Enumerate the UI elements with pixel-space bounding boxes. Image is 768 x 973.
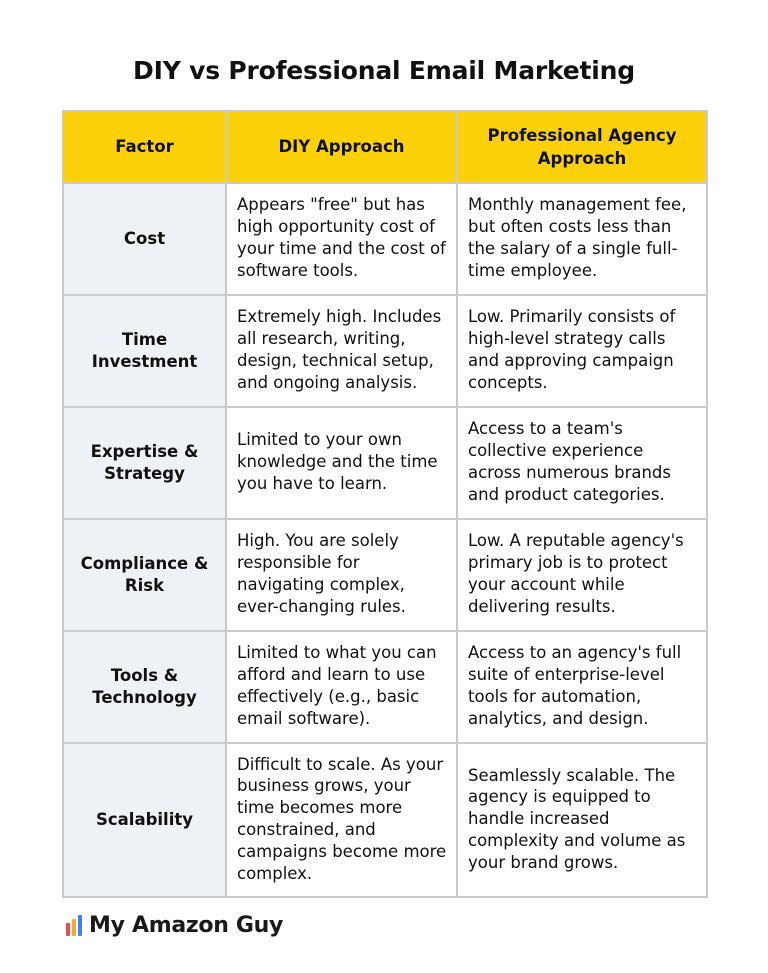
factor-cell: Cost	[63, 183, 226, 295]
diy-cell: Appears "free" but has high opportunity cost of your time and the cost of software tools.	[226, 183, 457, 295]
factor-cell: Compliance & Risk	[63, 519, 226, 631]
table-row-cost	[63, 183, 707, 295]
factor-cell: Time Investment	[63, 295, 226, 407]
factor-cell: Scalability	[63, 743, 226, 897]
brand-name: My Amazon Guy	[89, 912, 284, 938]
header-agency-approach: Professional Agency Approach	[457, 111, 707, 183]
agency-cell: Low. A reputable agency's primary job is to protect your account while delivering results.	[457, 519, 707, 631]
diy-cell: Limited to what you can afford and learn to use effectively (e.g., basic email software).	[226, 631, 457, 743]
table-row-scalability	[63, 743, 707, 897]
agency-cell: Monthly management fee, but often costs less than the salary of a single full-time employee.	[457, 183, 707, 295]
comparison-table	[62, 110, 708, 898]
header-diy-approach: DIY Approach	[226, 111, 457, 183]
agency-cell: Access to an agency's full suite of enterprise-level tools for automation, analytics, and design.	[457, 631, 707, 743]
agency-cell: Seamlessly scalable. The agency is equipped to handle increased complexity and volume as your brand grows.	[457, 743, 707, 897]
table-row-expertise-strategy	[63, 407, 707, 519]
table-row-time-investment	[63, 295, 707, 407]
brand-logo	[66, 910, 283, 940]
page-title: DIY vs Professional Email Marketing	[133, 56, 635, 85]
table-header-row	[63, 111, 707, 183]
diy-cell: High. You are solely responsible for navigating complex, ever-changing rules.	[226, 519, 457, 631]
factor-cell: Tools & Technology	[63, 631, 226, 743]
diy-cell: Extremely high. Includes all research, writing, design, technical setup, and ongoing analysis.	[226, 295, 457, 407]
agency-cell: Access to a team's collective experience across numerous brands and product categories.	[457, 407, 707, 519]
agency-cell: Low. Primarily consists of high-level strategy calls and approving campaign concepts.	[457, 295, 707, 407]
header-factor: Factor	[63, 111, 226, 183]
table-row-compliance-risk	[63, 519, 707, 631]
bar-chart-logo-icon	[66, 914, 84, 936]
table-row-tools-technology	[63, 631, 707, 743]
diy-cell: Difficult to scale. As your business grows, your time becomes more constrained, and campaigns become more complex.	[226, 743, 457, 897]
diy-cell: Limited to your own knowledge and the time you have to learn.	[226, 407, 457, 519]
factor-cell: Expertise & Strategy	[63, 407, 226, 519]
